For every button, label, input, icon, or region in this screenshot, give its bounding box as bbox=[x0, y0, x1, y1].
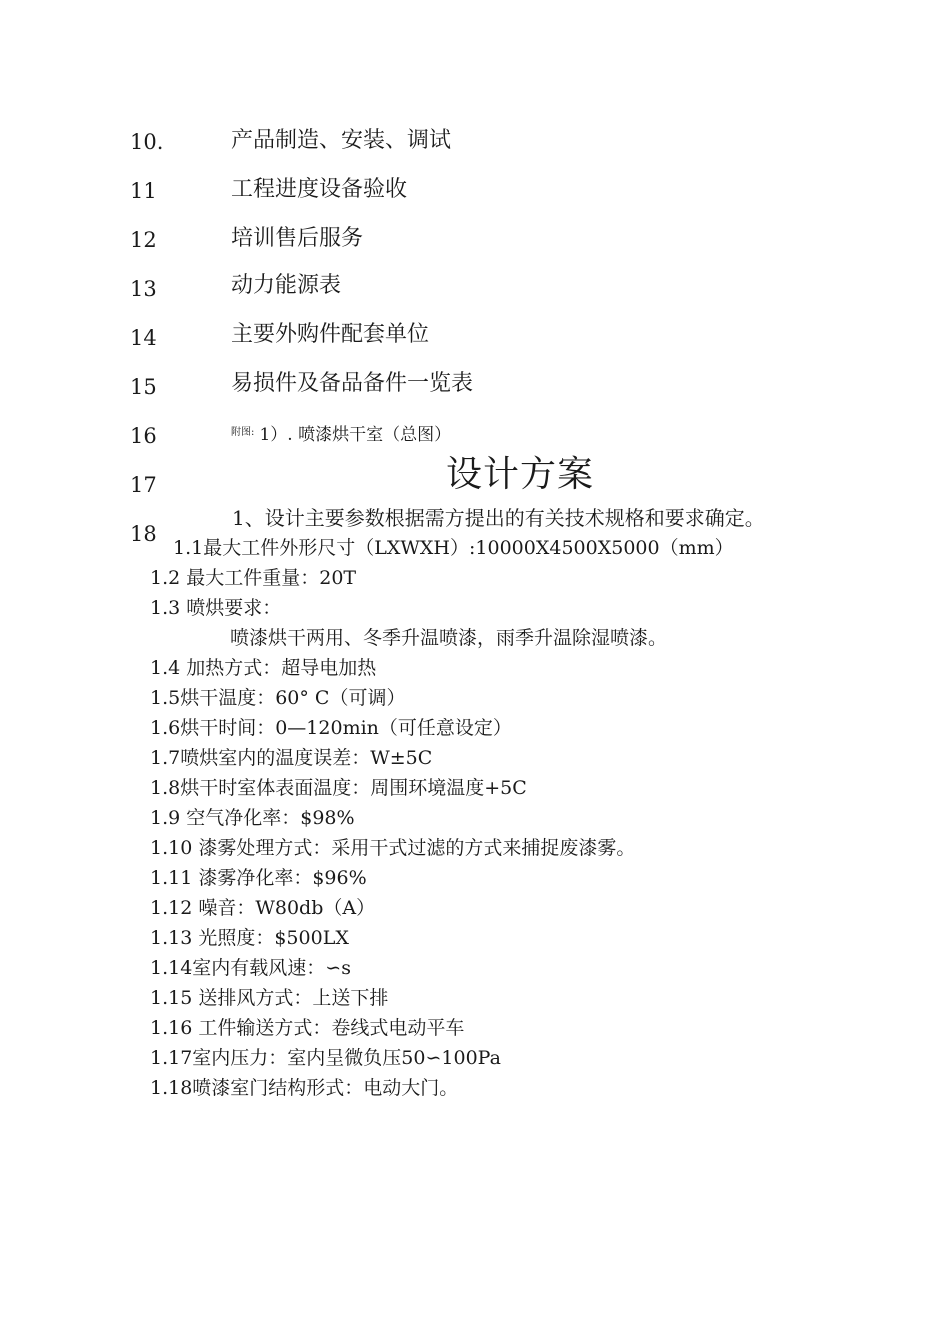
param-line: 1.11 漆雾净化率：$96% bbox=[150, 867, 367, 889]
param-line: 1.7喷烘室内的温度误差：W±5C bbox=[150, 747, 433, 769]
param-line: 1.2 最大工件重量：20T bbox=[150, 567, 357, 589]
figure-prefix: 附图: bbox=[231, 427, 255, 438]
param-line: 1.13 光照度：$500LX bbox=[150, 927, 349, 949]
param-line: 1.15 送排风方式：上送下排 bbox=[150, 987, 389, 1009]
param-line: 1.12 噪音：W80db（A） bbox=[150, 897, 376, 919]
param-line: 1.8烘干时室体表面温度：周围环境温度+5C bbox=[150, 777, 527, 799]
figure-text: 1）. 喷漆烘干室（总图） bbox=[259, 425, 452, 445]
param-line: 1.18喷漆室门结构形式：电动大门。 bbox=[150, 1077, 459, 1099]
toc-item: 工程进度设备验收 bbox=[231, 177, 408, 202]
toc-number: 10. bbox=[130, 130, 164, 154]
figure-reference bbox=[231, 420, 451, 445]
toc-item: 动力能源表 bbox=[231, 273, 342, 298]
param-line: 1.17室内压力：室内呈微负压50∽100Pa bbox=[150, 1047, 501, 1069]
page-title: 设计方案 bbox=[446, 454, 595, 495]
param-line: 1.9 空气净化率：$98% bbox=[150, 807, 355, 829]
toc-number: 14 bbox=[130, 326, 157, 350]
toc-item: 主要外购件配套单位 bbox=[231, 322, 430, 347]
param-line: 喷漆烘干两用、冬季升温喷漆，雨季升温除湿喷漆。 bbox=[230, 627, 668, 649]
param-line: 1.6烘干时间：0—120min（可任意设定） bbox=[150, 717, 512, 739]
param-line: 1.3 喷烘要求： bbox=[150, 597, 282, 619]
param-line: 1.5烘干温度：60° C（可调） bbox=[150, 687, 406, 709]
intro-paragraph: 1、设计主要参数根据需方提出的有关技术规格和要求确定。 bbox=[232, 506, 765, 530]
toc-number: 13 bbox=[130, 277, 157, 301]
param-line: 1.16 工件输送方式：卷线式电动平车 bbox=[150, 1017, 465, 1039]
toc-number: 12 bbox=[130, 228, 157, 252]
param-line: 1.4 加热方式：超导电加热 bbox=[150, 657, 377, 679]
toc-number: 17 bbox=[130, 473, 157, 497]
toc-number: 16 bbox=[130, 424, 157, 448]
toc-number: 18 bbox=[130, 522, 157, 546]
param-line: 1.14室内有载风速：∽s bbox=[150, 957, 351, 979]
toc-item: 易损件及备品备件一览表 bbox=[231, 371, 474, 396]
param-line: 1.1最大工件外形尺寸（LXWXH）:10000X4500X5000（mm） bbox=[173, 537, 734, 559]
param-line: 1.10 漆雾处理方式：采用干式过滤的方式来捕捉废漆雾。 bbox=[150, 837, 636, 859]
toc-number: 15 bbox=[130, 375, 157, 399]
toc-item: 产品制造、安装、调试 bbox=[231, 128, 452, 153]
toc-number: 11 bbox=[130, 179, 157, 203]
toc-item: 培训售后服务 bbox=[231, 226, 364, 251]
